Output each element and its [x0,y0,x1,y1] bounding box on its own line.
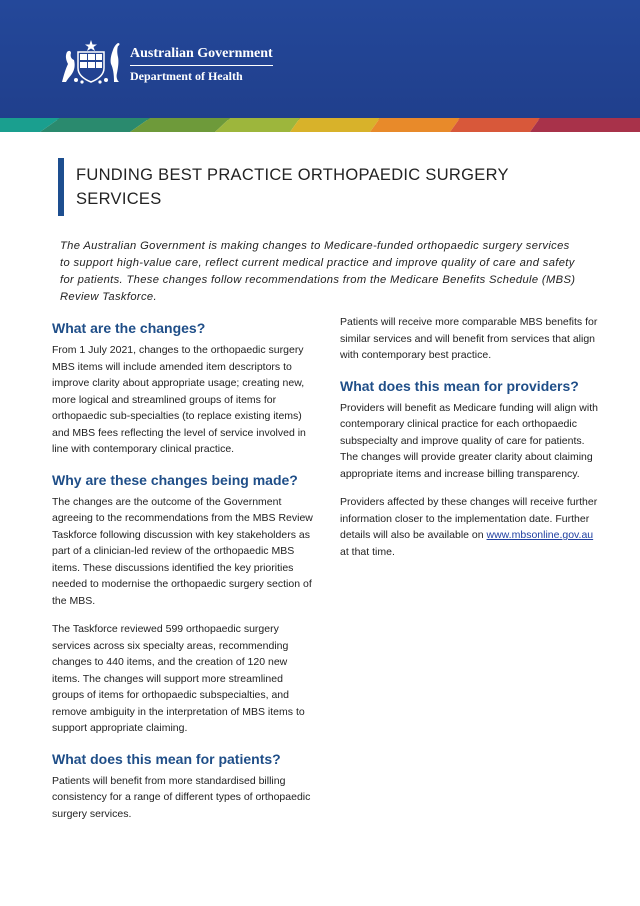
why-paragraph-2: The Taskforce reviewed 599 orthopaedic surgery services across six specialty areas, recommending changes to 440 items, and the creation of 120 new items. The changes will support more streamlined groups of items for orthopaedic subspecialties, and remove ambiguity in the interpretation of MBS items to support appropriate claiming. [52,623,305,734]
government-wordmark [130,46,273,83]
page-title: FUNDING BEST PRACTICE ORTHOPAEDIC SURGERY SERVICES [76,166,509,208]
title-block [58,158,576,216]
stripe-graphic [0,118,640,132]
heading-patients: What does this mean for patients? [52,750,281,767]
intro-paragraph: The Australian Government is making changes to Medicare-funded orthopaedic surgery services to support high-value care, reflect current medical practice and improve quality of care and safety for patients. These changes follow recommendations from the Medicare Benefits Schedule (MBS) Review Taskforce. [60,240,576,303]
providers-text-after: at that time. [340,545,395,558]
providers-paragraph-1: Providers will benefit as Medicare funding will align with contemporary clinical practice for each orthopaedic subspecialty and improve quality of care for patients. The changes will provide greater clarity about claiming appropriate items and increase billing transparency. [340,401,598,480]
colour-stripe [0,118,640,132]
patients-paragraph-2: Patients will receive more comparable MBS benefits for similar services and will benefit from services that align with contemporary best practice. [340,316,598,361]
heading-providers: What does this mean for providers? [340,377,579,394]
heading-what-are-changes: What are the changes? [52,320,206,336]
heading-why-changes: Why are these changes being made? [52,471,298,488]
providers-text-before: Providers affected by these changes will receive further information closer to the implementation date. Further details will also be available on [340,496,598,541]
org-name: Australian Government [130,46,273,66]
left-column [52,318,314,834]
coat-of-arms-icon [56,38,126,84]
changes-paragraph: From 1 July 2021, changes to the orthopaedic surgery MBS items will include amended item descriptors to improve clarity about appropriate usage; creating new, more logical and streamlined groups of items for orthopaedic sub-specialties (to replace existing items) and MBS fees reflecting the level of service involved in line with contemporary clinical practice. [52,344,306,455]
why-paragraph-1: The changes are the outcome of the Government agreeing to the recommendations from the MBS Review Taskforce following discussion with key stakeholders as part of a clinician-led review of the orthopaedic MBS items. These discussions identified the key priorities needed to modernise the orthopaedic surgery section of the MBS. [52,495,313,607]
header-banner [0,0,640,120]
right-column [340,314,602,572]
patients-paragraph-1: Patients will benefit from more standardised billing consistency for a range of different types of orthopaedic surgery services. [52,774,311,820]
providers-paragraph-2 [340,494,602,560]
mbsonline-link[interactable]: www.mbsonline.gov.au [486,529,594,541]
department-name: Department of Health [130,69,243,83]
